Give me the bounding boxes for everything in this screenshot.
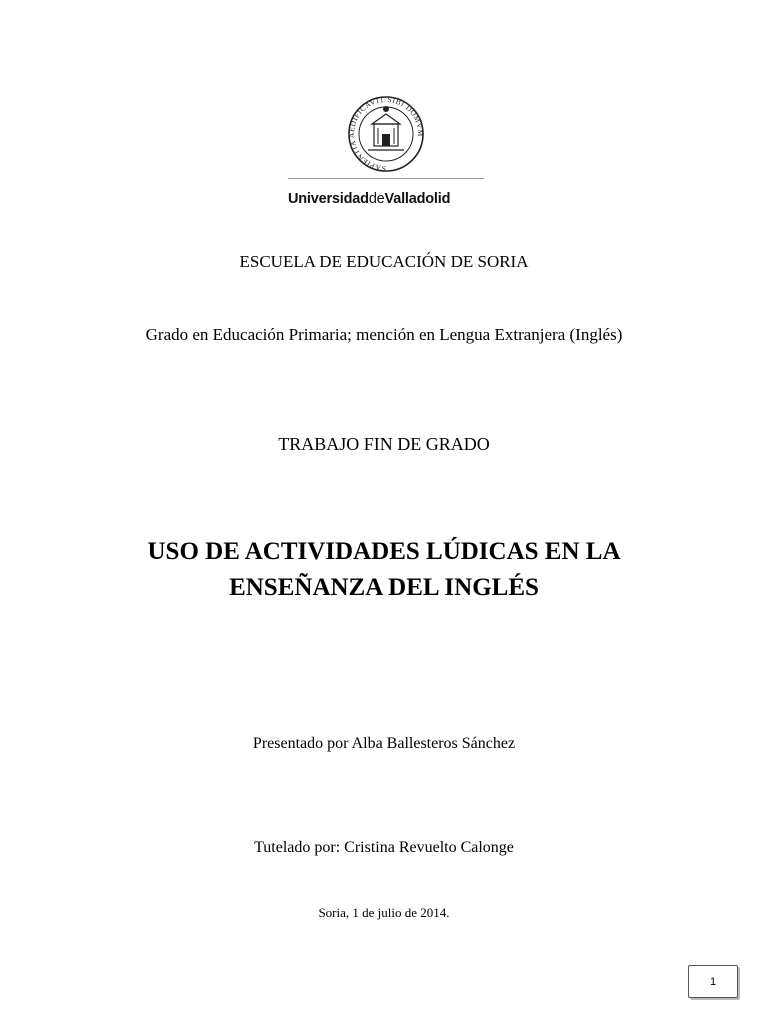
degree-name: Grado en Educación Primaria; mención en Lengua Extranjera (Inglés) — [145, 325, 623, 344]
thesis-title-line1: USO DE ACTIVIDADES LÚDICAS EN LA — [147, 538, 621, 565]
document-type: TRABAJO FIN DE GRADO — [278, 434, 490, 454]
school-name: ESCUELA DE EDUCACIÓN DE SORIA — [239, 252, 529, 271]
thesis-title-line2: ENSEÑANZA DEL INGLÉS — [229, 574, 539, 601]
university-wordmark — [288, 191, 484, 207]
university-seal-icon — [334, 94, 438, 172]
page-number — [688, 965, 738, 998]
logo-divider — [288, 178, 484, 179]
wordmark-part2: de — [368, 191, 385, 207]
page-number-label: 1 — [709, 975, 717, 988]
university-logo — [288, 94, 484, 212]
date-line: Soria, 1 de julio de 2014. — [318, 905, 450, 920]
wordmark-part3: Valladolid — [384, 191, 451, 207]
thesis-title — [0, 534, 768, 606]
tutored-by: Tutelado por: Cristina Revuelto Calonge — [254, 839, 514, 856]
presented-by: Presentado por Alba Ballesteros Sánchez — [252, 735, 516, 752]
svg-text:SAPIENTIA AEDIFICAVIT SIBI DOM: SAPIENTIA AEDIFICAVIT SIBI DOMVM — [346, 94, 426, 172]
wordmark-part1: Universidad — [288, 191, 369, 207]
